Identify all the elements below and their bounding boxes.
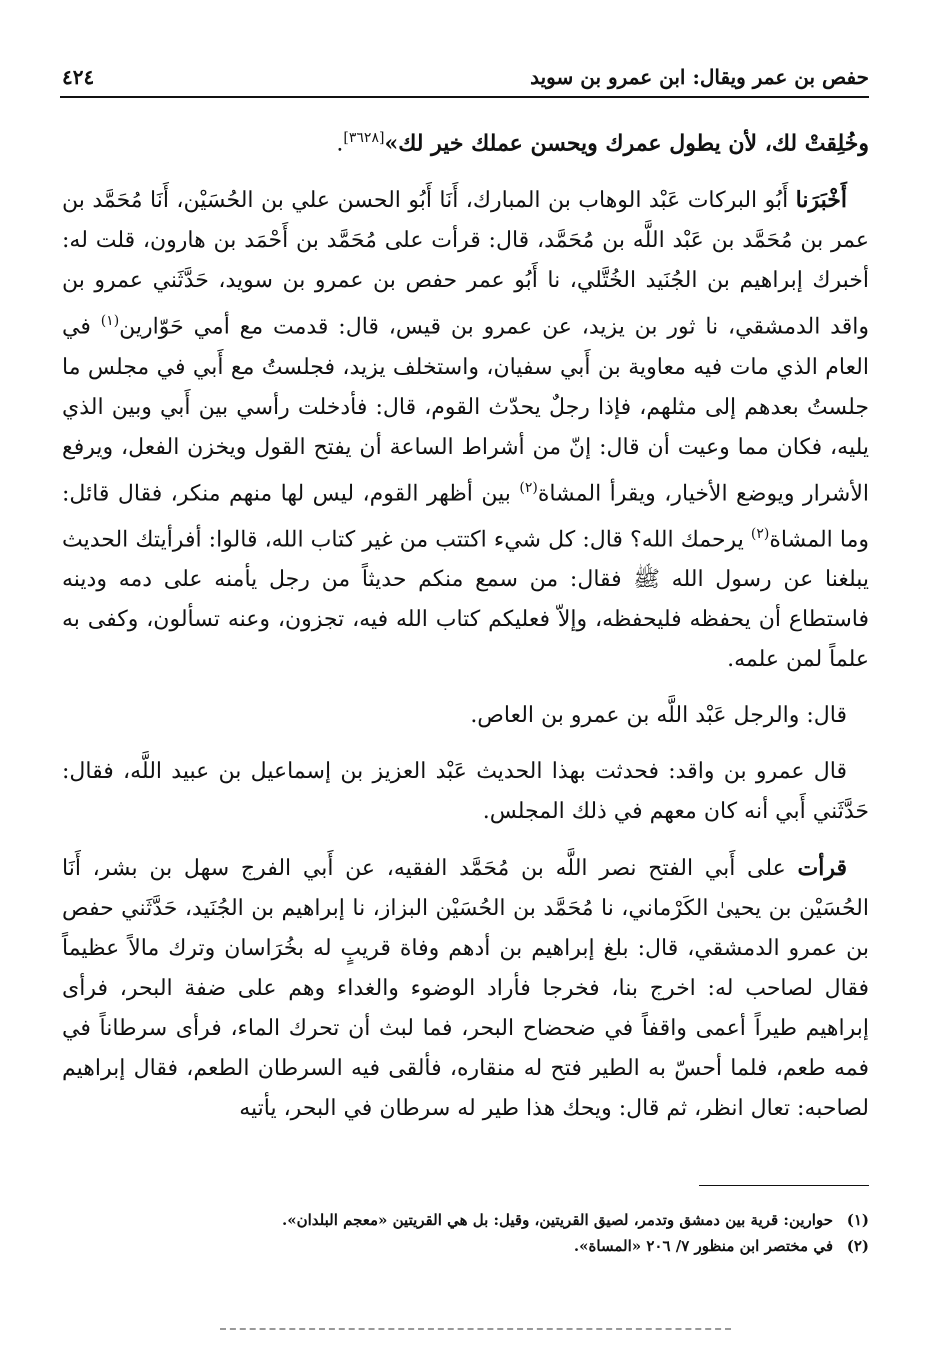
paragraph — [62, 696, 869, 736]
paragraph-text: قال عمرو بن واقد: فحدثت بهذا الحديث عَبْد العزيز بن إسماعيل بن عبيد اللَّه، فقال: حَدَّثَني أَبي أنه كان معهم في ذلك المجلس. — [62, 759, 869, 825]
page-number: ٤٢٤ — [62, 65, 95, 89]
paragraph-text: أَبُو البركات عَبْد الوهاب بن المبارك، أَنَا أَبُو الحسن علي بن الحُسَيْن، أَنَا مُحَمَّد بن عمر بن مُحَمَّد بن عَبْد اللَّه بن مُحَمَّد، قال: قرأت على مُحَمَّد بن أَحْمَد بن هارون، قلت له: أخبرك إبراهيم بن الجُنَيد الخُتَّلي، نا أَبُو عمر حفص بن عمرو بن سويد، حَدَّثَني عمرو بن واقد الدمشقي، نا ثور بن يزيد، عن عمرو بن قيس، قال: قدمت مع أمي حَوّارين — [62, 188, 869, 340]
hadith-ref: [٣٦٢٨] — [343, 130, 385, 146]
header-rule — [60, 96, 869, 98]
footnote-ref: (٢) — [519, 479, 538, 496]
paragraph: أَخْبَرَنا أَبُو البركات عَبْد الوهاب بن المبارك، أَنَا أَبُو الحسن علي بن الحُسَيْن، أَنَا مُحَمَّد بن عمر بن مُحَمَّد بن عَبْد اللَّه بن مُحَمَّد، قال: قرأت على مُحَمَّد بن أَحْمَد بن هارون، قلت له: أخبرك إبراهيم بن الجُنَيد الخُتَّلي، نا أَبُو عمر حفص بن عمرو بن سويد، حَدَّثَني عمرو بن واقد الدمشقي، نا ثور بن يزيد، عن عمرو بن قيس، قال: قدمت مع أمي حَوّارين$^{(١)}$ في العام الذي مات فيه معاوية بن أَبي سفيان، واستخلف يزيد، فجلستُ مع أَبي في مجلس ما جلستُ بعدهم إلى مثلهم، فإذا رجلٌ يحدّث القوم، قال: فأدخلت رأسي بين أَبي وبين الذي يليه، فكان مما وعيت أن قال: إنّ من أشراط الساعة أن يفتح القول ويخزن الفعل، ويرفع الأشرار ويوضع الأخيار، ويقرأ المشاة$^{(٢)}$ بين أظهر القوم، ليس لها منهم منكر، فقال قائل: وما المشاة$^{(٢)}$ يرحمك الله؟ قال: كل شيء اكتتب من غير كتاب الله، قالوا: أفرأيتك الحديث يبلغنا عن رسول الله ﷺ فقال: من سمع منكم حديثاً من رجل يأمنه على دمه ودينه فاستطاع أن يحفظه فليحفظه، وإلاّ فعليكم كتاب الله فيه، تجزون، وعنه تسألون، وكفى به علماً لمن علمه. — [62, 187, 869, 673]
running-title: حفص بن عمر ويقال: ابن عمرو بن سويد — [530, 65, 869, 89]
footnote-ref: (١) — [100, 313, 120, 330]
paragraph: وخُلِقتْ لك، لأن يطول عمرك ويحسن عملك خير لك»[٣٦٢٨]. — [336, 130, 869, 157]
paragraph-text: وخُلِقتْ لك، لأن يطول عمرك ويحسن عملك خير لك» — [384, 130, 869, 157]
paragraph-text: على أَبي الفتح نصر اللَّه بن مُحَمَّد الفقيه، عن أَبي الفرج سهل بن بشر، أَنَا الحُسَيْن بن يحيىٰ الكَرْماني، نا مُحَمَّد بن الحُسَيْن البزاز، نا إبراهيم بن الجُنَيد، حَدَّثَني حفص بن عمرو الدمشقي، قال: بلغ إبراهيم بن أدهم وفاة قريبٍ له بخُرَاسان وترك مالاً عظيماً فقال لصاحب له: اخرج بنا، فخرجا فأراد الوضوء والغداء وهم على ضفة البحر، فرأى إبراهيم طيراً أعمى واقفاً في ضحضاح البحر، فما لبث أن تحرك الماء، فرأى سرطاناً في فمه طعم، فلما أحسّ به الطير فتح له منقاره، فألقى فيه السرطان الطعم، فقال إبراهيم لصاحبه: تعال انظر، ثم قال: ويحك هذا طير له سرطان في البحر، يأتيه — [62, 856, 870, 1122]
paragraph-lead: أَخْبَرَنا — [795, 187, 847, 214]
footnote-ref: (٢) — [750, 525, 770, 542]
footnote-text: حوارين: قرية بين دمشق وتدمر، لصيق القريتين، وقيل: بل هي القريتين «معجم البلدان». — [282, 1211, 833, 1229]
footnote-rule — [699, 1185, 869, 1186]
paragraph — [62, 752, 869, 832]
paragraph-lead: قرأت — [797, 855, 847, 882]
footnotes — [62, 1207, 869, 1259]
main-text — [62, 118, 869, 1145]
scan-artifact-line — [220, 1328, 731, 1330]
paragraph-text: قال: والرجل عَبْد اللَّه بن عمرو بن العاص. — [470, 703, 847, 729]
footnote — [62, 1207, 869, 1233]
footnote — [62, 1233, 869, 1259]
footnote-text: في مختصر ابن منظور ٧/ ٢٠٦ «المساة». — [573, 1237, 833, 1255]
footnote-number: (٢) — [846, 1237, 869, 1255]
page-header — [62, 62, 869, 92]
paragraph — [62, 848, 869, 1129]
footnote-number: (١) — [846, 1211, 869, 1229]
